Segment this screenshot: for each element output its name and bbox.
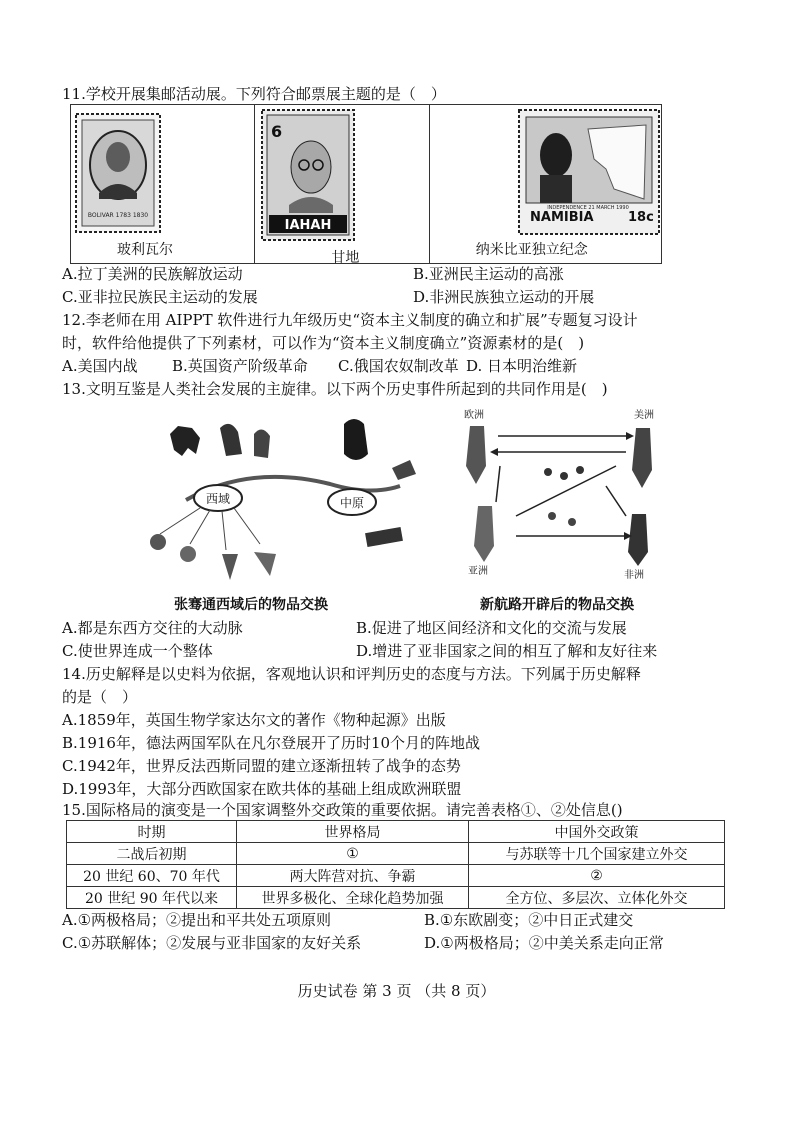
q14-option-a[interactable]: A.1859年，英国生物学家达尔文的著作《物种起源》出版 (62, 711, 446, 729)
stamp-cell-bolivar (71, 105, 255, 263)
silk-road-west-label: 西域 (205, 492, 231, 506)
q14-stem-line1: 14.历史解释是以史料为依据，客观地认识和评判历史的态度与方法。下列属于历史解释 (62, 665, 641, 683)
table-cell: 20 世纪 60、70 年代 (67, 865, 237, 887)
q13-option-a[interactable]: A.都是东西方交往的大动脉 (62, 619, 243, 637)
gandhi-stamp-value: 6 (271, 122, 283, 141)
namibia-stamp-country: NAMIBIA (529, 210, 594, 225)
table-cell: 二战后初期 (67, 843, 237, 865)
gandhi-stamp-country: IAHAH (285, 218, 332, 233)
q12-option-a[interactable]: A.美国内战 (62, 357, 138, 375)
namibia-stamp-banner: INDEPENDENCE 21 MARCH 1990 (546, 205, 629, 211)
bolivar-stamp-text: BOLIVAR 1783 1830 (87, 212, 149, 219)
stamp-caption-gandhi: 甘地 (331, 250, 360, 266)
table-cell: 20 世纪 90 年代以来 (67, 887, 237, 909)
q15-option-c[interactable]: C.①苏联解体；②发展与亚非国家的友好关系 (62, 934, 362, 952)
q15-option-a[interactable]: A.①两极格局；②提出和平共处五项原则 (62, 911, 332, 929)
table-row (67, 843, 725, 865)
q12-option-d[interactable]: D. 日本明治维新 (466, 357, 578, 375)
q11-option-c[interactable]: C.亚非拉民族民主运动的发展 (62, 288, 258, 306)
table-row (67, 865, 725, 887)
table-cell: 两大阵营对抗、争霸 (237, 865, 469, 887)
route-africa-label: 非洲 (624, 570, 644, 581)
q14-stem-line2: 的是（ ） (62, 688, 138, 706)
trade-figures (130, 404, 670, 614)
silk-road-exchange-diagram (130, 404, 430, 584)
namibia-stamp-image (518, 109, 660, 235)
q12-option-b[interactable]: B.英国资产阶级革命 (172, 357, 308, 375)
stamp-cell-namibia (430, 105, 661, 263)
q14-option-c[interactable]: C.1942年，世界反法西斯同盟的建立逐渐扭转了战争的态势 (62, 757, 461, 775)
q15-option-b[interactable]: B.①东欧剧变；②中日正式建交 (424, 911, 634, 929)
route-europe-label: 欧洲 (464, 410, 484, 421)
gandhi-stamp-image (261, 109, 355, 241)
table-header-cell: 世界格局 (237, 821, 469, 843)
q15-table (66, 820, 725, 909)
table-cell: 全方位、多层次、立体化外交 (469, 887, 725, 909)
q12-stem-line2: 时，软件给他提供了下列素材，可以作为“资本主义制度确立”资源素材的是( ) (62, 334, 585, 352)
fig2-caption: 新航路开辟后的物品交换 (480, 597, 634, 613)
q15-option-d[interactable]: D.①两极格局；②中美关系走向正常 (424, 934, 664, 952)
q13-option-c[interactable]: C.使世界连成一个整体 (62, 642, 213, 660)
stamp-gallery (70, 104, 662, 264)
page-footer: 历史试卷 第 3 页 （共 8 页） (297, 982, 496, 1000)
route-america-label: 美洲 (634, 410, 654, 421)
namibia-stamp-value: 18c (627, 210, 654, 225)
table-header-cell: 中国外交政策 (469, 821, 725, 843)
q12-option-c[interactable]: C.俄国农奴制改革 (338, 357, 459, 375)
table-row (67, 887, 725, 909)
silk-road-central-label: 中原 (339, 496, 365, 510)
route-asia-label: 亚洲 (468, 566, 488, 577)
table-cell: ① (237, 843, 469, 865)
q15-stem: 15.国际格局的演变是一个国家调整外交政策的重要依据。请完善表格①、②处信息() (62, 801, 623, 819)
table-cell: 世界多极化、全球化趋势加强 (237, 887, 469, 909)
stamp-caption-bolivar: 玻利瓦尔 (117, 242, 173, 258)
table-header-row (67, 821, 725, 843)
q11-option-d[interactable]: D.非洲民族独立运动的开展 (413, 288, 595, 306)
table-cell: ② (469, 865, 725, 887)
q12-stem-line1: 12.李老师在用 AIPPT 软件进行九年级历史“资本主义制度的确立和扩展”专题复习设计 (62, 311, 638, 329)
table-cell: 与苏联等十几个国家建立外交 (469, 843, 725, 865)
q13-option-d[interactable]: D.增进了亚非国家之间的相互了解和友好往来 (356, 642, 658, 660)
q14-option-b[interactable]: B.1916年，德法两国军队在凡尔登展开了历时10个月的阵地战 (62, 734, 481, 752)
stamp-cell-gandhi (255, 105, 429, 266)
q14-option-d[interactable]: D.1993年，大部分西欧国家在欧共体的基础上组成欧洲联盟 (62, 780, 462, 798)
fig1-caption: 张骞通西域后的物品交换 (174, 597, 328, 613)
q11-option-b[interactable]: B.亚洲民主运动的高涨 (413, 265, 564, 283)
bolivar-stamp-image (75, 113, 161, 233)
table-header-cell: 时期 (67, 821, 237, 843)
q11-option-a[interactable]: A.拉丁美洲的民族解放运动 (62, 265, 243, 283)
q11-stem: 11.学校开展集邮活动展。下列符合邮票展主题的是（ ） (62, 85, 446, 103)
q13-stem: 13.文明互鉴是人类社会发展的主旋律。以下两个历史事件所起到的共同作用是( ) (62, 380, 608, 398)
stamp-caption-namibia: 纳米比亚独立纪念 (475, 242, 588, 258)
new-sea-route-exchange-diagram (456, 406, 666, 584)
q13-option-b[interactable]: B.促进了地区间经济和文化的交流与发展 (356, 619, 627, 637)
